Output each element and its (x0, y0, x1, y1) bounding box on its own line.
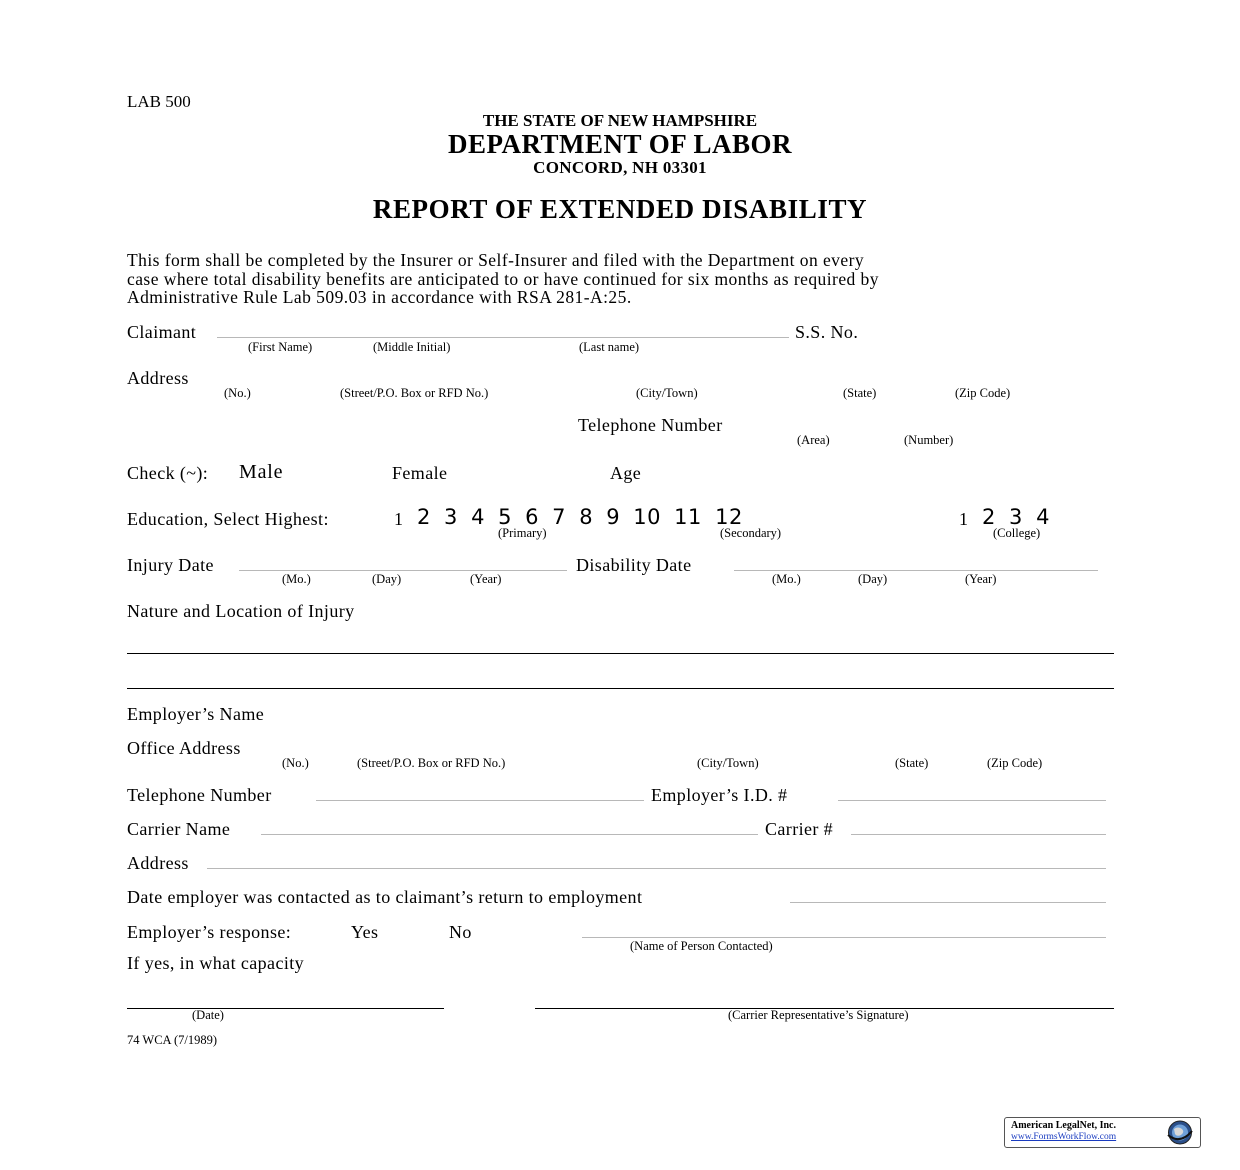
college-year-1[interactable]: 1 (959, 509, 969, 529)
office-zip-caption: (Zip Code) (987, 756, 1043, 770)
telephone-number-caption: (Number) (904, 433, 954, 447)
primary-caption: (Primary) (498, 526, 547, 540)
injury-date-label: Injury Date (127, 555, 214, 575)
office-address-label: Office Address (127, 738, 241, 758)
carrier-number-field[interactable] (851, 834, 1106, 835)
capacity-label: If yes, in what capacity (127, 953, 305, 973)
form-code: 74 WCA (7/1989) (127, 1033, 218, 1047)
address-state-caption: (State) (843, 386, 877, 400)
telephone-area-caption: (Area) (797, 433, 830, 447)
age-label: Age (610, 463, 642, 483)
check-label: Check (~): (127, 463, 209, 483)
male-option[interactable]: Male (239, 461, 284, 483)
contact-date-label: Date employer was contacted as to claimant’s return to employment (127, 887, 643, 907)
education-label: Education, Select Highest: (127, 509, 329, 529)
date-caption: (Date) (192, 1008, 224, 1022)
address-zip-caption: (Zip Code) (955, 386, 1011, 400)
office-city-caption: (City/Town) (697, 756, 759, 770)
employer-phone-label: Telephone Number (127, 785, 272, 805)
carrier-name-label: Carrier Name (127, 819, 231, 839)
instructions (127, 251, 1117, 307)
nature-line-1[interactable] (127, 653, 1114, 654)
injury-date-field[interactable] (239, 570, 567, 571)
department-heading: DEPARTMENT OF LABOR (447, 129, 793, 159)
publisher-name: American LegalNet, Inc. (1011, 1120, 1116, 1131)
instruction-line: This form shall be completed by the Insurer or Self-Insurer and filed with the Department on every (127, 250, 865, 270)
contact-date-field[interactable] (790, 902, 1106, 903)
female-option[interactable]: Female (392, 463, 448, 483)
address-no-caption: (No.) (224, 386, 251, 400)
address-street-caption: (Street/P.O. Box or RFD No.) (340, 386, 489, 400)
employer-response-label: Employer’s response: (127, 922, 292, 942)
education-grades[interactable]: 2 3 4 5 6 7 8 9 10 11 12 (417, 505, 743, 529)
injury-year-caption: (Year) (470, 572, 502, 586)
carrier-signature-caption: (Carrier Representative’s Signature) (728, 1008, 909, 1022)
claimant-field[interactable] (217, 337, 789, 338)
disability-year-caption: (Year) (965, 572, 997, 586)
first-name-caption: (First Name) (248, 340, 313, 354)
publisher-url[interactable]: www.FormsWorkFlow.com (1011, 1132, 1117, 1142)
form-title: REPORT OF EXTENDED DISABILITY (372, 194, 868, 224)
employer-id-label: Employer’s I.D. # (651, 785, 788, 805)
middle-initial-caption: (Middle Initial) (373, 340, 451, 354)
instruction-line: Administrative Rule Lab 509.03 in accordance with RSA 281-A:25. (127, 287, 632, 307)
employer-id-field[interactable] (838, 800, 1106, 801)
city-heading: CONCORD, NH 03301 (533, 158, 707, 177)
carrier-address-field[interactable] (207, 868, 1106, 869)
college-caption: (College) (993, 526, 1041, 540)
disability-date-label: Disability Date (576, 555, 692, 575)
carrier-address-label: Address (127, 853, 189, 873)
response-no-option[interactable]: No (449, 922, 472, 942)
date-signature-line[interactable] (127, 1008, 444, 1009)
carrier-number-label: Carrier # (765, 819, 834, 839)
disability-mo-caption: (Mo.) (772, 572, 801, 586)
carrier-name-field[interactable] (261, 834, 758, 835)
injury-mo-caption: (Mo.) (282, 572, 311, 586)
college-years[interactable]: 2 3 4 (982, 505, 1050, 529)
office-no-caption: (No.) (282, 756, 309, 770)
education-grade-1[interactable]: 1 (394, 509, 404, 529)
employer-phone-field[interactable] (316, 800, 644, 801)
publisher-logo (1004, 1117, 1201, 1148)
ssn-label: S.S. No. (795, 322, 859, 342)
person-contacted-field[interactable] (582, 937, 1106, 938)
address-label: Address (127, 368, 189, 388)
disability-date-field[interactable] (734, 570, 1098, 571)
employer-name-label: Employer’s Name (127, 704, 265, 724)
form-id: LAB 500 (127, 92, 191, 111)
secondary-caption: (Secondary) (720, 526, 782, 540)
response-yes-option[interactable]: Yes (351, 922, 379, 942)
person-contacted-caption: (Name of Person Contacted) (630, 939, 773, 953)
office-state-caption: (State) (895, 756, 929, 770)
address-city-caption: (City/Town) (636, 386, 698, 400)
injury-day-caption: (Day) (372, 572, 402, 586)
telephone-label: Telephone Number (578, 415, 723, 435)
globe-icon (1163, 1119, 1197, 1146)
office-street-caption: (Street/P.O. Box or RFD No.) (357, 756, 506, 770)
instruction-line: case where total disability benefits are anticipated to or have continued for six months as required by (127, 268, 879, 289)
claimant-label: Claimant (127, 322, 197, 342)
nature-line-2[interactable] (127, 688, 1114, 689)
state-heading: THE STATE OF NEW HAMPSHIRE (482, 111, 758, 130)
disability-day-caption: (Day) (858, 572, 888, 586)
last-name-caption: (Last name) (579, 340, 640, 354)
nature-label: Nature and Location of Injury (127, 601, 355, 621)
